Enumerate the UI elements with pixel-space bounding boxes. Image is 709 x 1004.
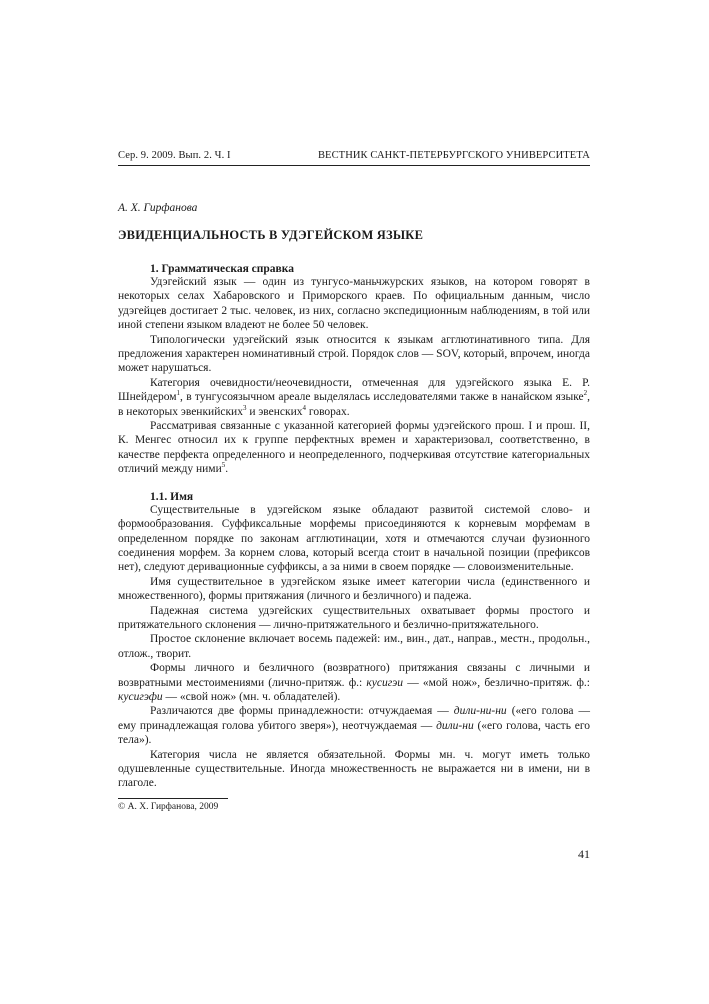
footnote-ref: 1: [176, 389, 181, 398]
footnote-ref: 2: [583, 389, 588, 398]
example-word: дили-ни-ни: [453, 705, 507, 718]
subsection-heading: 1.1. Имя: [150, 490, 194, 503]
paragraph: Удэгейский язык — один из тунгусо-маньчжурских языков, на котором говорят в некоторых селах Хабаровского и Приморского краев. По официальным данным, число удэгейцев достигает 2 тыс. человек, из них, согласно экспедиционным наблюдениям, в той или иной степени языком владеют не более 50 человек.: [118, 276, 590, 332]
author-name: А. Х. Гирфанова: [118, 202, 198, 214]
article-page: [118, 150, 590, 812]
paragraph: Простое склонение включает восемь падежей: им., вин., дат., направ., местн., продольн., отлож., творит.: [118, 633, 590, 660]
copyright-footnote: © А. Х. Гирфанова, 2009: [118, 801, 219, 812]
paragraph: Различаются две формы принадлежности: отчуждаемая — дили-ни-ни («его голова — ему принадлежащая голова убитого зверя»), неотчуждаемая — дили-ни («его голова, часть его тела»).: [118, 705, 591, 747]
running-header: [118, 150, 590, 166]
footnote-ref: 3: [242, 403, 247, 412]
paragraph: Существительные в удэгейском языке обладают развитой системой слово- и формообразования. Суффиксальные морфемы присоединяются к корневым морфемам в определенном порядке по законам агглютинации, хотя и отмечаются случаи фузионного соединения морфем. За корнем слова, который всегда стоит в начальной позиции (префиксов нет), следуют деривационные суффиксы, а за ними в своем порядке — словоизменительные.: [118, 503, 590, 574]
example-word: кусигэфи: [118, 690, 163, 703]
footnote-ref: 5: [221, 461, 226, 470]
footnote-divider: [118, 798, 228, 799]
paragraph: Категория очевидности/неочевидности, отмеченная для удэгейского языка Е. Р. Шнейдером$^1$, в тунгусоязычном ареале выделялась исследователями также в нанайском языке$^2$, в некоторых эвенкийских$^3$ и эвенских$^4$ говорах.: [118, 376, 590, 418]
paragraph: Формы личного и безличного (возвратного) притяжания связаны с личными и возвратными местоимениями (лично-притяж. ф.: кусигэи — «мой нож», безлично-притяж. ф.: кусигэфи — «свой нож» (мн. ч. обладателей).: [118, 662, 590, 703]
header-series: Сер. 9. 2009. Вып. 2. Ч. I: [118, 150, 231, 161]
example-word: дили-ни: [436, 719, 474, 732]
header-journal: ВЕСТНИК САНКТ-ПЕТЕРБУРГСКОГО УНИВЕРСИТЕТА: [317, 150, 590, 161]
paragraph: Рассматривая связанные с указанной категорией формы удэгейского прош. I и прош. II, К. Менгес относил их к группе перфектных времен и характеризовал, соответственно, в качестве перфекта определенного и неопределенного, подчеркивая отсутствие категориальных отличий между ними$^5$.: [118, 420, 590, 476]
example-word: кусигэи: [366, 676, 404, 689]
footnote-ref: 4: [302, 403, 307, 412]
article-title: ЭВИДЕНЦИАЛЬНОСТЬ В УДЭГЕЙСКОМ ЯЗЫКЕ: [118, 228, 424, 242]
paragraph: Имя существительное в удэгейском языке имеет категории числа (единственного и множественного), формы притяжания (личного и безличного) и падежа.: [118, 575, 590, 603]
paragraph: Падежная система удэгейских существительных охватывает формы простого и притяжательного склонения — лично-притяжательного и безлично-притяжательного.: [118, 604, 590, 631]
page-number: 41: [578, 847, 590, 861]
section-heading: 1. Грамматическая справка: [150, 263, 294, 275]
paragraph: Типологически удэгейский язык относится к языкам агглютинативного типа. Для предложения характерен номинативный строй. Порядок слов — SOV, который, впрочем, иногда может нарушаться.: [118, 333, 590, 375]
paragraph: Категория числа не является обязательной. Формы мн. ч. могут иметь только одушевленные существительные. Иногда множественность не выражается ни в имени, ни в глаголе.: [118, 748, 590, 790]
